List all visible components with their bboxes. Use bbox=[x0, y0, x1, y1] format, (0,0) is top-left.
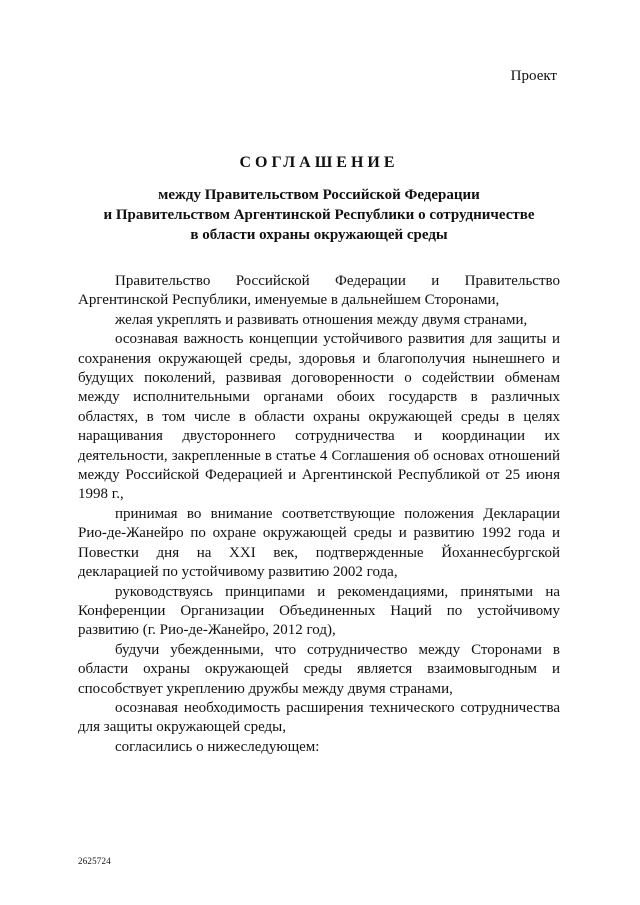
preamble-body bbox=[78, 272, 560, 757]
document-number: 2625724 bbox=[78, 856, 111, 866]
agreement-subtitle-line-1: между Правительством Российской Федерации bbox=[158, 187, 480, 203]
preamble-paragraph-technical-cooperation: осознавая необходимость расширения технического сотрудничества для защиты окружающей среды, bbox=[78, 699, 560, 736]
agreement-subtitle-line-2: и Правительством Аргентинской Республики о сотрудничестве bbox=[103, 207, 535, 223]
preamble-paragraph-rio-declaration: принимая во внимание соответствующие положения Декларации Рио-де-Жанейро по охране окружающей среды и развитию 1992 года и Повестки дня на XXI век, подтвержденные Йоханнесбургской декларацией по устойчивому развитию 2002 года, bbox=[78, 505, 560, 581]
preamble-paragraph-un-conference: руководствуясь принципами и рекомендациями, принятыми на Конференции Организации Объединенных Наций по устойчивому развитию (г. Рио-де-Жанейро, 2012 год), bbox=[78, 583, 560, 639]
preamble-paragraph-parties: Правительство Российской Федерации и Правительство Аргентинской Республики, именуемые в дальнейшем Сторонами, bbox=[78, 273, 560, 309]
preamble-paragraph-sustainable-development: осознавая важность концепции устойчивого развития для защиты и сохранения окружающей среды, здоровья и благополучия нынешнего и будущих поколений, развивая договоренности о содействии обменам между исполнительными органами обоих государств в различных областях, в том числе в области охраны окружающей среды в целях наращивания двустороннего сотрудничества и координации их деятельности, закрепленные в статье 4 Соглашения об основах отношений между Российской Федерацией и Аргентинской Республикой от 25 июня 1998 г., bbox=[78, 331, 560, 503]
preamble-paragraph-cooperation: будучи убежденными, что сотрудничество между Сторонами в области охраны окружающей среды является взаимовыгодным и способствует укреплению дружбы между двумя странами, bbox=[78, 641, 560, 697]
preamble-paragraph-relations: желая укреплять и развивать отношения между двумя странами, bbox=[115, 311, 528, 328]
agreement-title: СОГЛАШЕНИЕ bbox=[239, 154, 399, 171]
agreement-title-block bbox=[78, 154, 560, 245]
agreement-subtitle-line-3: в области охраны окружающей среды bbox=[190, 227, 448, 243]
preamble-paragraph-agreed: согласились о нижеследующем: bbox=[115, 738, 320, 755]
draft-label: Проект bbox=[510, 68, 557, 84]
